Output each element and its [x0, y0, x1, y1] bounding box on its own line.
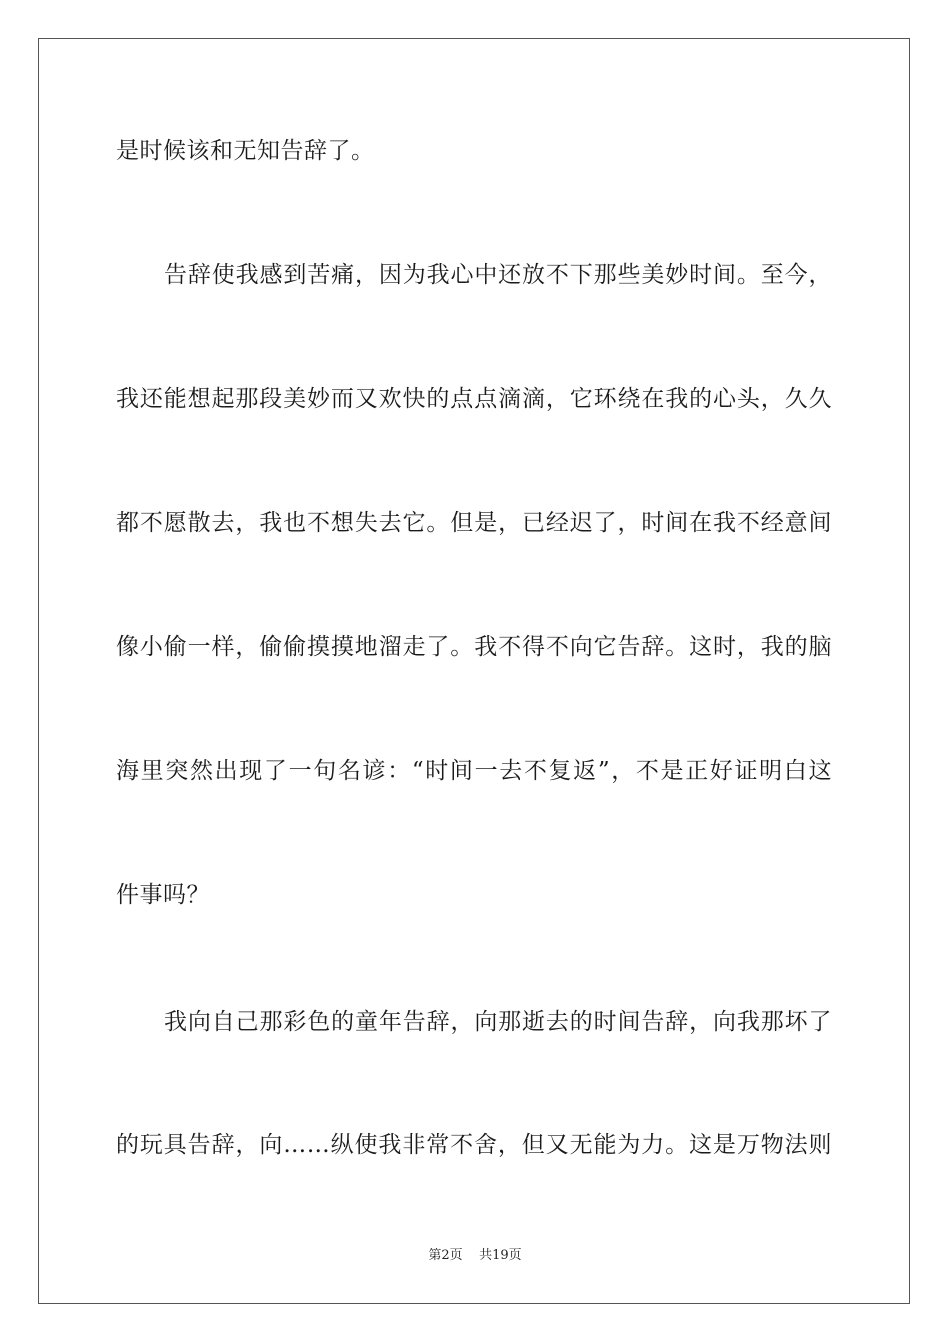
text-line-9: 的玩具告辞，向……纵使我非常不舍，但又无能为力。这是万物法则	[116, 1132, 832, 1158]
text-line-2: 告辞使我感到苦痛，因为我心中还放不下那些美妙时间。至今，	[164, 262, 832, 288]
page-footer	[0, 1247, 950, 1265]
page-border	[38, 38, 910, 1304]
text-line-6: 海里突然出现了一句名谚：“时间一去不复返”，不是正好证明白这	[116, 758, 832, 784]
text-line-3: 我还能想起那段美妙而又欢快的点点滴滴，它环绕在我的心头，久久	[116, 386, 832, 412]
text-line-8: 我向自己那彩色的童年告辞，向那逝去的时间告辞，向我那坏了	[164, 1009, 832, 1035]
text-line-5: 像小偷一样，偷偷摸摸地溜走了。我不得不向它告辞。这时，我的脑	[116, 634, 832, 660]
page-total: 共19页	[479, 1248, 522, 1263]
page-number: 第2页	[428, 1248, 463, 1263]
text-line-1: 是时候该和无知告辞了。	[116, 138, 375, 164]
text-line-7: 件事吗？	[116, 882, 210, 908]
text-line-4: 都不愿散去，我也不想失去它。但是，已经迟了，时间在我不经意间	[116, 510, 832, 536]
